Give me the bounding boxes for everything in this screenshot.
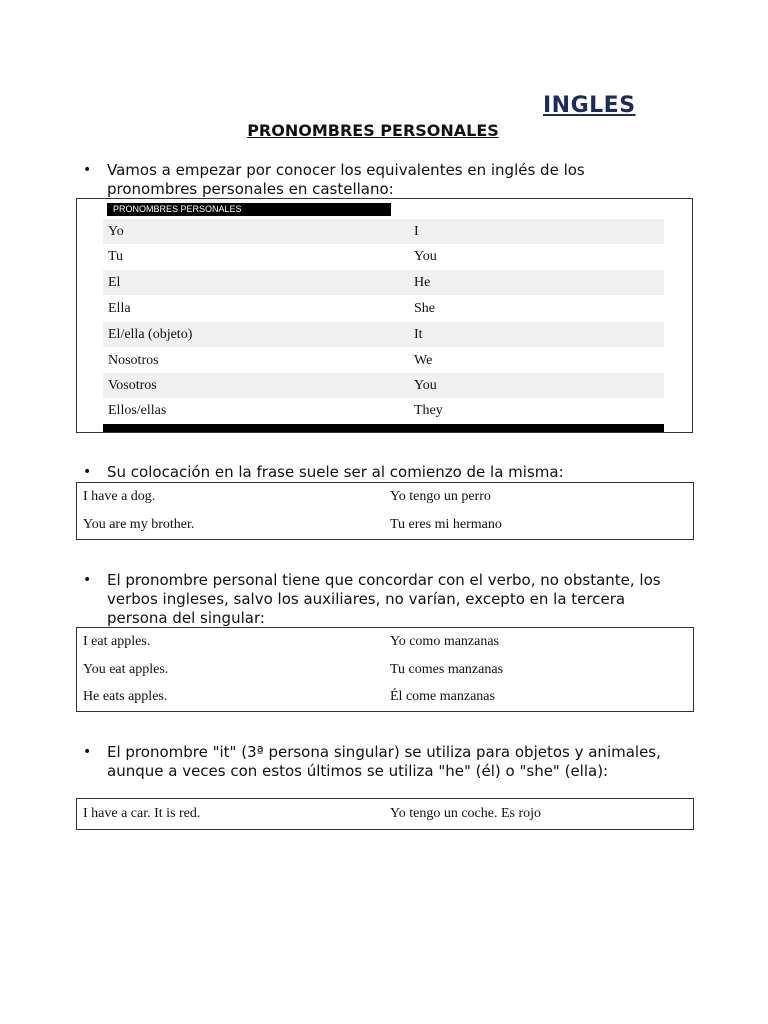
english-pronoun: I — [414, 224, 419, 239]
example-table — [76, 627, 694, 712]
english-sentence: You are my brother. — [83, 517, 195, 532]
spanish-sentence: Tu eres mi hermano — [390, 517, 502, 532]
document-title: INGLES — [543, 93, 636, 118]
paragraph-text: El pronombre "it" (3ª persona singular) se utiliza para objetos y animales, aunque a veces con estos últimos se utiliza "he" (él) o "she" (ella): — [107, 743, 661, 780]
spanish-sentence: Yo tengo un coche. Es rojo — [390, 806, 542, 821]
english-sentence: You eat apples. — [83, 662, 169, 677]
table-row — [103, 373, 664, 398]
table-row — [77, 656, 693, 684]
english-pronoun: They — [414, 403, 443, 418]
spanish-sentence: Tu comes manzanas — [390, 662, 504, 677]
english-pronoun: It — [414, 327, 423, 342]
agreement-paragraph — [83, 571, 663, 628]
spanish-pronoun: Ella — [108, 301, 131, 316]
spanish-pronoun: El/ella (objeto) — [108, 327, 193, 342]
spanish-pronoun: Vosotros — [108, 378, 157, 393]
example-table — [76, 798, 694, 830]
spanish-sentence: Yo como manzanas — [390, 634, 500, 649]
table-row — [103, 296, 664, 321]
spanish-pronoun: Ellos/ellas — [108, 403, 167, 418]
english-sentence: I have a dog. — [83, 489, 156, 504]
table-row — [103, 219, 664, 244]
english-pronoun: She — [414, 301, 435, 316]
spanish-sentence: Él come manzanas — [390, 689, 495, 704]
spanish-pronoun: Nosotros — [108, 353, 159, 368]
english-sentence: He eats apples. — [83, 689, 168, 704]
table-row — [77, 511, 693, 539]
paragraph-text: Vamos a empezar por conocer los equivalentes en inglés de los pronombres personales en castellano: — [107, 161, 585, 198]
table-row — [103, 398, 664, 423]
english-sentence: I eat apples. — [83, 634, 151, 649]
english-pronoun: You — [414, 378, 437, 393]
bullet-icon: • — [83, 162, 92, 178]
table-row — [103, 348, 664, 373]
section-title: PRONOMBRES PERSONALES — [247, 121, 499, 140]
paragraph-text: Su colocación en la frase suele ser al comienzo de la misma: — [107, 463, 564, 481]
spanish-pronoun: El — [108, 275, 121, 290]
table-row — [77, 483, 693, 511]
it-usage-paragraph — [83, 743, 663, 781]
example-table — [76, 482, 694, 540]
bullet-icon: • — [83, 744, 92, 760]
paragraph-text: El pronombre personal tiene que concordar con el verbo, no obstante, los verbos ingleses, salvo los auxiliares, no varían, excepto en la tercera persona del singular: — [107, 571, 661, 627]
intro-paragraph — [83, 161, 663, 199]
spanish-pronoun: Yo — [108, 224, 124, 239]
english-sentence: I have a car. It is red. — [83, 806, 201, 821]
english-pronoun: You — [414, 249, 437, 264]
table-row — [103, 244, 664, 269]
bullet-icon: • — [83, 572, 92, 588]
table-header: PRONOMBRES PERSONALES — [107, 203, 391, 216]
placement-paragraph — [83, 463, 663, 482]
table-row — [103, 270, 664, 295]
table-footer-bar — [103, 424, 664, 432]
english-pronoun: He — [414, 275, 431, 290]
table-row — [77, 628, 693, 656]
table-row — [77, 683, 693, 711]
table-row — [103, 322, 664, 347]
bullet-icon: • — [83, 464, 92, 480]
spanish-pronoun: Tu — [108, 249, 124, 264]
spanish-sentence: Yo tengo un perro — [390, 489, 491, 504]
table-row — [77, 800, 693, 828]
english-pronoun: We — [414, 353, 433, 368]
